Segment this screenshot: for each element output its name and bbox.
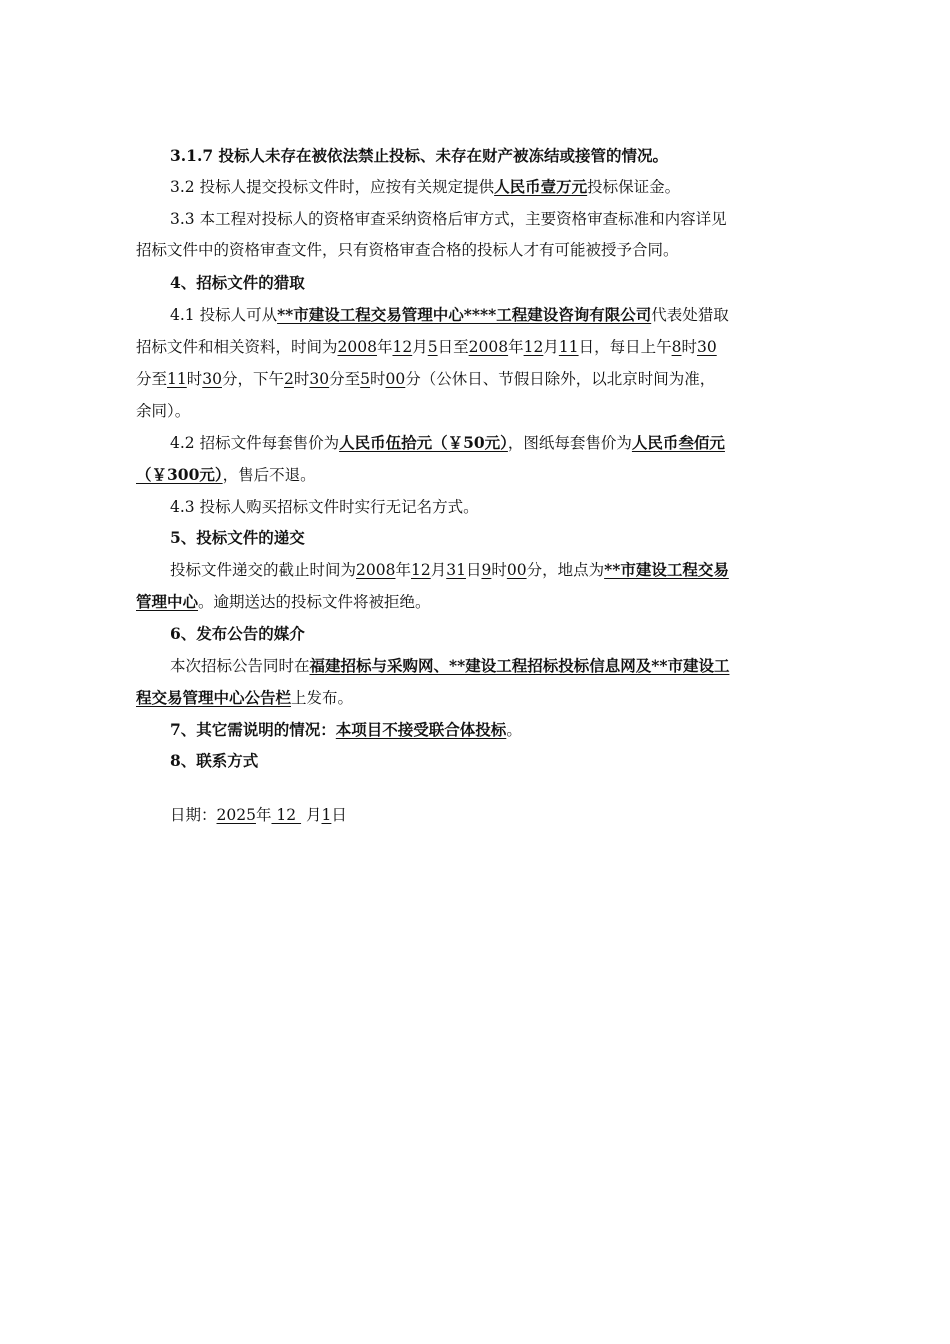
text-hour: 时 [370, 370, 386, 388]
text-afternoon: 分，下午 [222, 370, 285, 388]
location-label: 分，地点为 [526, 561, 605, 579]
publication-media-cont: 程交易管理中心公告栏 [136, 688, 292, 707]
clause-4-3-text: 4.3 投标人购买招标文件时实行无记名方式。 [170, 498, 479, 516]
holiday-note-end: 余同）。 [136, 402, 191, 420]
clause-4-1-text: 4.1 投标人可从 [170, 306, 278, 324]
submission-location-cont: 管理中心 [136, 592, 199, 611]
heading-5 [170, 523, 816, 553]
text-to: 日至 [437, 338, 469, 356]
text-month: 月 [543, 338, 559, 356]
pm-start-hour: 2 [284, 370, 294, 388]
text-day: 日 [465, 561, 482, 579]
clause-4-1-line3 [136, 364, 816, 394]
consortium-note: 本项目不接受联合体投标 [335, 720, 507, 739]
text-hour: 时 [293, 370, 310, 388]
holiday-note: 分（公休日、节假日除外，以北京时间为准， [405, 370, 716, 388]
clause-4-2-line2 [136, 460, 816, 490]
heading-6-text: 6、发布公告的媒介 [170, 624, 305, 643]
text-year: 年 [395, 561, 411, 579]
heading-7-tail: 。 [506, 721, 522, 739]
heading-7 [170, 715, 816, 745]
end-month: 12 [523, 338, 544, 356]
clause-4-2-line1 [170, 428, 816, 458]
start-day: 5 [427, 338, 438, 356]
clause-4-1-line2 [136, 332, 816, 362]
am-end-hour: 11 [167, 370, 187, 388]
deadline-minute: 00 [506, 561, 527, 579]
deadline-day: 31 [446, 561, 466, 579]
clause-3-3-line2 [136, 235, 816, 265]
clause-4-1-line1 [170, 300, 816, 330]
heading-8 [170, 746, 816, 776]
text-to: 分至 [329, 370, 361, 388]
media-tail: 上发布。 [291, 689, 354, 707]
text-hour: 时 [491, 561, 507, 579]
pm-start-minute: 30 [309, 370, 330, 388]
media-label: 本次招标公告同时在 [170, 657, 310, 675]
clause-3-3-line1 [170, 204, 816, 234]
text-day: 日 [331, 806, 347, 824]
start-month: 12 [392, 338, 413, 356]
submission-location: **市建设工程交易 [604, 560, 729, 579]
sale-period-label: 招标文件和相关资料，时间为 [136, 338, 338, 356]
text-month: 月 [301, 806, 322, 824]
heading-4-text: 4、招标文件的猎取 [170, 273, 305, 292]
date-year: 2025 [216, 806, 256, 824]
date-line [170, 800, 816, 830]
clause-3-3-text-1: 3.3 本工程对投标人的资格审查采纳资格后审方式，主要资格审查标准和内容详见 [170, 210, 727, 228]
drawing-price: 人民币叁佰元 [631, 433, 725, 452]
heading-4 [170, 268, 816, 298]
text-year: 年 [255, 806, 272, 824]
heading-7-text: 7、其它需说明的情况： [170, 720, 336, 739]
clause-4-2-tail: ，售后不退。 [222, 466, 316, 484]
end-year: 2008 [468, 338, 509, 356]
deadline-label: 投标文件递交的截止时间为 [170, 561, 357, 579]
clause-6-line1 [170, 651, 816, 681]
text-year: 年 [376, 338, 393, 356]
clause-6-line2 [136, 683, 816, 713]
clause-4-1-tail: 代表处猎取 [651, 306, 729, 324]
clause-5-line2 [136, 587, 816, 617]
bid-bond-amount: 人民币壹万元 [494, 177, 588, 196]
date-label: 日期： [170, 806, 217, 824]
clause-3-1-7-text: 3.1.7 投标人未存在被依法禁止投标、未存在财产被冻结或接管的情况。 [170, 146, 669, 165]
clause-3-2-tail: 投标保证金。 [587, 178, 681, 196]
end-day: 11 [558, 338, 579, 356]
clause-3-3-text-2: 招标文件中的资格审查文件，只有资格审查合格的投标人才有可能被授予合同。 [136, 241, 679, 259]
text-hour: 时 [186, 370, 203, 388]
drawing-price-numeric: （￥300元） [136, 465, 223, 484]
text-hour: 时 [681, 338, 697, 356]
clause-4-2-mid: ，图纸每套售价为 [507, 434, 632, 452]
publication-media: 福建招标与采购网、**建设工程招标投标信息网及**市建设工 [309, 656, 730, 675]
am-start-hour: 8 [671, 338, 682, 356]
pm-end-minute: 00 [385, 370, 406, 388]
clause-4-3 [170, 492, 816, 522]
clause-3-2-text: 3.2 投标人提交投标文件时，应按有关规定提供 [170, 178, 495, 196]
am-start-minute: 30 [696, 338, 717, 356]
text-month: 月 [430, 561, 447, 579]
deadline-hour: 9 [481, 561, 492, 579]
late-rejection-note: 。逾期送达的投标文件将被拒绝。 [198, 593, 431, 611]
document-price: 人民币伍拾元（￥50元） [339, 433, 508, 452]
am-end-minute: 30 [202, 370, 222, 388]
deadline-month: 12 [410, 561, 431, 579]
clause-3-1-7 [170, 141, 816, 171]
text-morning: 日，每日上午 [578, 338, 672, 356]
heading-8-text: 8、联系方式 [170, 751, 259, 770]
clause-3-2 [170, 172, 816, 202]
pm-end-hour: 5 [360, 370, 371, 388]
heading-5-text: 5、投标文件的递交 [170, 528, 305, 547]
text-year: 年 [508, 338, 524, 356]
clause-4-2-text: 4.2 招标文件每套售价为 [170, 434, 340, 452]
date-day: 1 [321, 806, 332, 824]
clause-4-1-line4 [136, 396, 816, 426]
start-year: 2008 [337, 338, 377, 356]
deadline-year: 2008 [356, 561, 396, 579]
clause-5-line1 [170, 555, 816, 585]
text-month: 月 [412, 338, 428, 356]
issuing-office: **市建设工程交易管理中心****工程建设咨询有限公司 [277, 305, 652, 324]
date-month: 12 [271, 806, 302, 824]
heading-6 [170, 619, 816, 649]
text-to: 分至 [136, 370, 168, 388]
